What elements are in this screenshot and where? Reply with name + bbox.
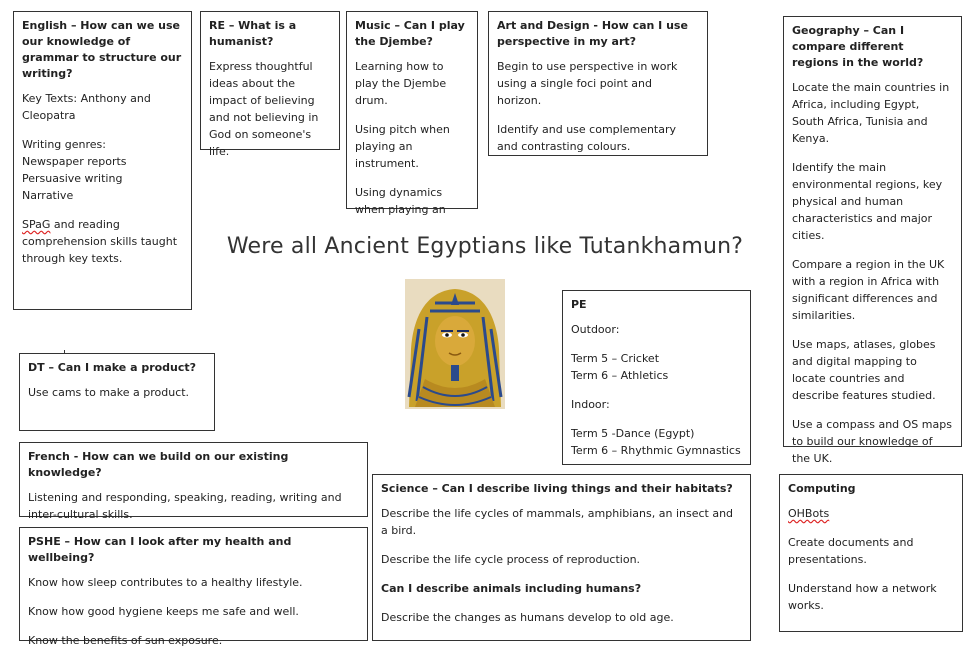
english-heading: English – How can we use our knowledge of grammar to structure our writing? <box>22 19 182 80</box>
english-genres <box>22 136 183 204</box>
spag-word: SPaG <box>22 218 51 231</box>
geography-line: Locate the main countries in Africa, including Egypt, South Africa, Tunisia and Kenya. <box>792 81 950 145</box>
geography-box <box>783 16 962 465</box>
computing-heading: Computing <box>788 482 856 495</box>
english-box <box>13 11 192 310</box>
art-heading: Art and Design - How can I use perspective in my art? <box>497 19 688 48</box>
music-box <box>346 11 478 216</box>
english-genre: Persuasive writing <box>22 172 123 185</box>
english-spag <box>22 216 183 267</box>
geography-heading: Geography – Can I compare different regions in the world? <box>792 24 924 69</box>
tutankhamun-mask-icon <box>405 279 505 409</box>
science-heading: Science – Can I describe living things and their habitats? <box>381 482 733 495</box>
english-genre: Newspaper reports <box>22 155 127 168</box>
page-title: Were all Ancient Egyptians like Tutankhamun? <box>226 234 744 259</box>
pe-indoor-label: Indoor: <box>571 398 610 411</box>
science-line: Describe the changes as humans develop to old age. <box>381 611 674 624</box>
pe-outdoor <box>571 350 742 384</box>
re-text: Express thoughtful ideas about the impact of believing and not believing in God on someone's life. <box>209 60 319 158</box>
computing-line: Understand how a network works. <box>788 582 937 612</box>
science-box <box>372 474 751 641</box>
pe-term: Term 6 – Athletics <box>571 369 669 382</box>
pe-outdoor-label: Outdoor: <box>571 323 620 336</box>
french-box <box>19 442 368 521</box>
music-line: Using dynamics when playing an <box>355 186 446 216</box>
pshe-line: Know the benefits of sun exposure. <box>28 634 223 647</box>
art-box <box>488 11 708 156</box>
art-line: Identify and use complementary and contrasting colours. <box>497 123 677 153</box>
re-box <box>200 11 340 158</box>
pshe-line: Know how good hygiene keeps me safe and well. <box>28 605 299 618</box>
computing-line: Create documents and presentations. <box>788 536 914 566</box>
french-heading: French - How can we build on our existing knowledge? <box>28 450 289 479</box>
pe-box <box>562 290 751 465</box>
geography-line: Identify the main environmental regions, key physical and human characteristics and major cities. <box>792 161 943 242</box>
english-key-texts: Key Texts: Anthony and Cleopatra <box>22 92 151 122</box>
geography-line: Use a compass and OS maps to build our knowledge of the UK. <box>792 418 952 465</box>
dt-box <box>19 353 215 431</box>
pe-term: Term 5 – Cricket <box>571 352 660 365</box>
ohbots-word: OHBots <box>788 507 830 520</box>
geography-line: Compare a region in the UK with a region in Africa with significant differences and similarities. <box>792 258 945 322</box>
art-line: Begin to use perspective in work using a single foci point and horizon. <box>497 60 678 107</box>
spag-rest: and reading comprehension skills taught through key texts. <box>22 218 178 265</box>
music-heading: Music – Can I play the Djembe? <box>355 19 465 48</box>
pe-term: Term 5 -Dance (Egypt) <box>571 427 695 440</box>
pe-heading: PE <box>571 298 587 311</box>
geography-line: Use maps, atlases, globes and digital mapping to locate countries and describe features studied. <box>792 338 936 402</box>
pshe-box <box>19 527 368 647</box>
science-line: Describe the life cycles of mammals, amphibians, an insect and a bird. <box>381 507 734 537</box>
dt-heading: DT – Can I make a product? <box>28 361 197 374</box>
science-subheading: Can I describe animals including humans? <box>381 582 642 595</box>
french-text: Listening and responding, speaking, reading, writing and inter-cultural skills. <box>28 491 342 521</box>
pshe-line: Know how sleep contributes to a healthy lifestyle. <box>28 576 303 589</box>
pshe-heading: PSHE – How can I look after my health and wellbeing? <box>28 535 292 564</box>
computing-ohbots <box>788 505 954 522</box>
dt-text: Use cams to make a product. <box>28 386 190 399</box>
music-line: Using pitch when playing an instrument. <box>355 123 450 170</box>
science-line: Describe the life cycle process of reproduction. <box>381 553 641 566</box>
english-genres-label: Writing genres: <box>22 138 106 151</box>
pe-indoor <box>571 425 742 459</box>
re-heading: RE – What is a humanist? <box>209 19 297 48</box>
computing-box <box>779 474 963 632</box>
pe-term: Term 6 – Rhythmic Gymnastics <box>571 444 741 457</box>
music-line: Learning how to play the Djembe drum. <box>355 60 447 107</box>
english-genre: Narrative <box>22 189 74 202</box>
